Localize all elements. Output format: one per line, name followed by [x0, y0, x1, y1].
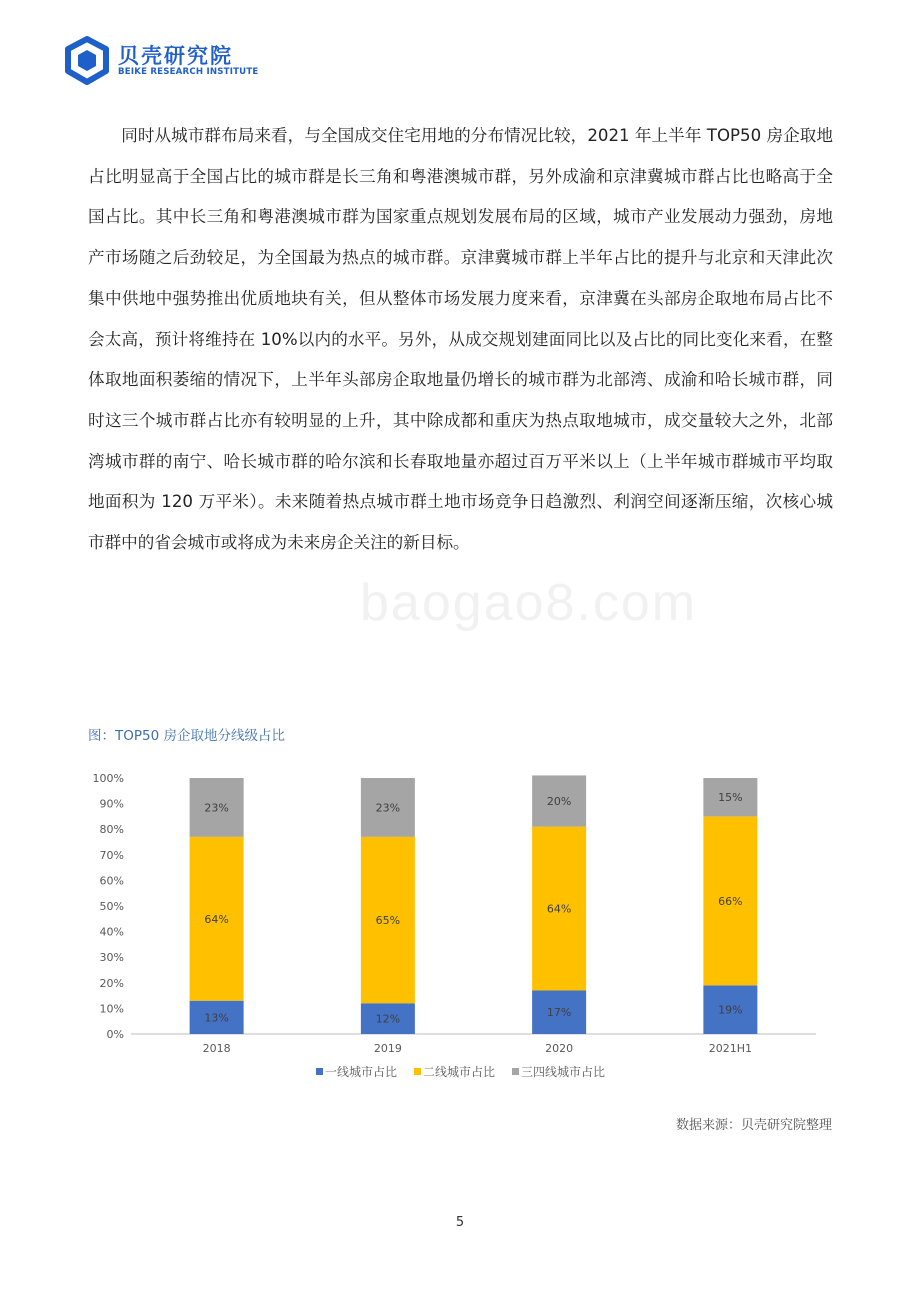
y-tick-label: 10%: [99, 1002, 124, 1016]
data-label: 17%: [546, 1006, 572, 1020]
beike-logo-icon: [64, 36, 110, 86]
brand-logo: [64, 36, 264, 86]
y-tick-label: 0%: [106, 1028, 124, 1041]
y-tick-label: 50%: [99, 900, 124, 913]
legend-label: 二线城市占比: [423, 1065, 496, 1079]
figure-title: 图：TOP50 房企取地分线级占比: [88, 728, 285, 744]
x-tick-label: 2020: [545, 1042, 574, 1055]
data-label: 64%: [204, 912, 229, 926]
y-tick-label: 90%: [99, 797, 124, 811]
data-label: 19%: [718, 1003, 743, 1017]
data-label: 23%: [204, 801, 229, 815]
legend-swatch: [316, 1068, 323, 1075]
data-label: 65%: [375, 914, 401, 928]
data-label: 64%: [546, 902, 572, 916]
data-label: 15%: [718, 791, 743, 805]
data-label: 12%: [375, 1012, 401, 1026]
paragraph: 同时从城市群布局来看，与全国成交住宅用地的分布情况比较，2021 年上半年 TOP50 房企取地占比明显高于全国占比的城市群是长三角和粤港澳城市群，另外成渝和京津冀城市群占比也略高于全国占比。其中长三角和粤港澳城市群为国家重点规划发展布局的区域，城市产业发展动力强劲，房地产市场随之后劲较足，为全国最为热点的城市群。京津冀城市群上半年占比的提升与北京和天津此次集中供地中强势推出优质地块有关，但从整体市场发展力度来看，京津冀在头部房企取地布局占比不会太高，预计将维持在 10%以内的水平。另外，从成交规划建面同比以及占比的同比变化来看，在整体取地面积萎缩的情况下，上半年头部房企取地量仍增长的城市群为北部湾、成渝和哈长城市群，同时这三个城市群占比亦有较明显的上升，其中除成都和重庆为热点取地城市，成交量较大之外，北部湾城市群的南宁、哈长城市群的哈尔滨和长春取地量亦超过百万平米以上（上半年城市群城市平均取地面积为 120 万平米）。未来随着热点城市群土地市场竞争日趋激烈、利润空间逐渐压缩，次核心城市群中的省会城市或将成为未来房企关注的新目标。: [88, 126, 833, 553]
page-number: 5: [455, 1215, 465, 1230]
watermark: baogao8.com: [360, 574, 698, 632]
x-tick-label: 2018: [202, 1042, 231, 1055]
y-tick-label: 30%: [99, 951, 124, 965]
logo-chinese-name: 贝壳研究院: [118, 44, 233, 68]
legend-label: 三四线城市占比: [521, 1065, 606, 1079]
y-tick-label: 100%: [92, 772, 124, 785]
source-note: 数据来源：贝壳研究院整理: [675, 1118, 832, 1133]
y-tick-label: 20%: [99, 976, 124, 990]
data-label: 66%: [718, 894, 743, 908]
y-tick-label: 40%: [99, 925, 124, 939]
data-label: 23%: [375, 801, 401, 815]
y-tick-label: 80%: [99, 823, 124, 837]
legend-swatch: [414, 1068, 421, 1075]
y-tick-label: 60%: [99, 874, 124, 888]
data-label: 20%: [546, 795, 572, 809]
legend-label: 一线城市占比: [325, 1065, 398, 1079]
legend-swatch: [512, 1068, 519, 1075]
stacked-bar-chart: [86, 760, 836, 1100]
data-label: 13%: [204, 1011, 229, 1025]
logo-english-name: BEIKE RESEARCH INSTITUTE: [118, 67, 259, 77]
y-tick-label: 70%: [99, 848, 124, 862]
x-tick-label: 2021H1: [708, 1042, 753, 1055]
x-tick-label: 2019: [373, 1042, 402, 1055]
body-text: [88, 116, 833, 564]
